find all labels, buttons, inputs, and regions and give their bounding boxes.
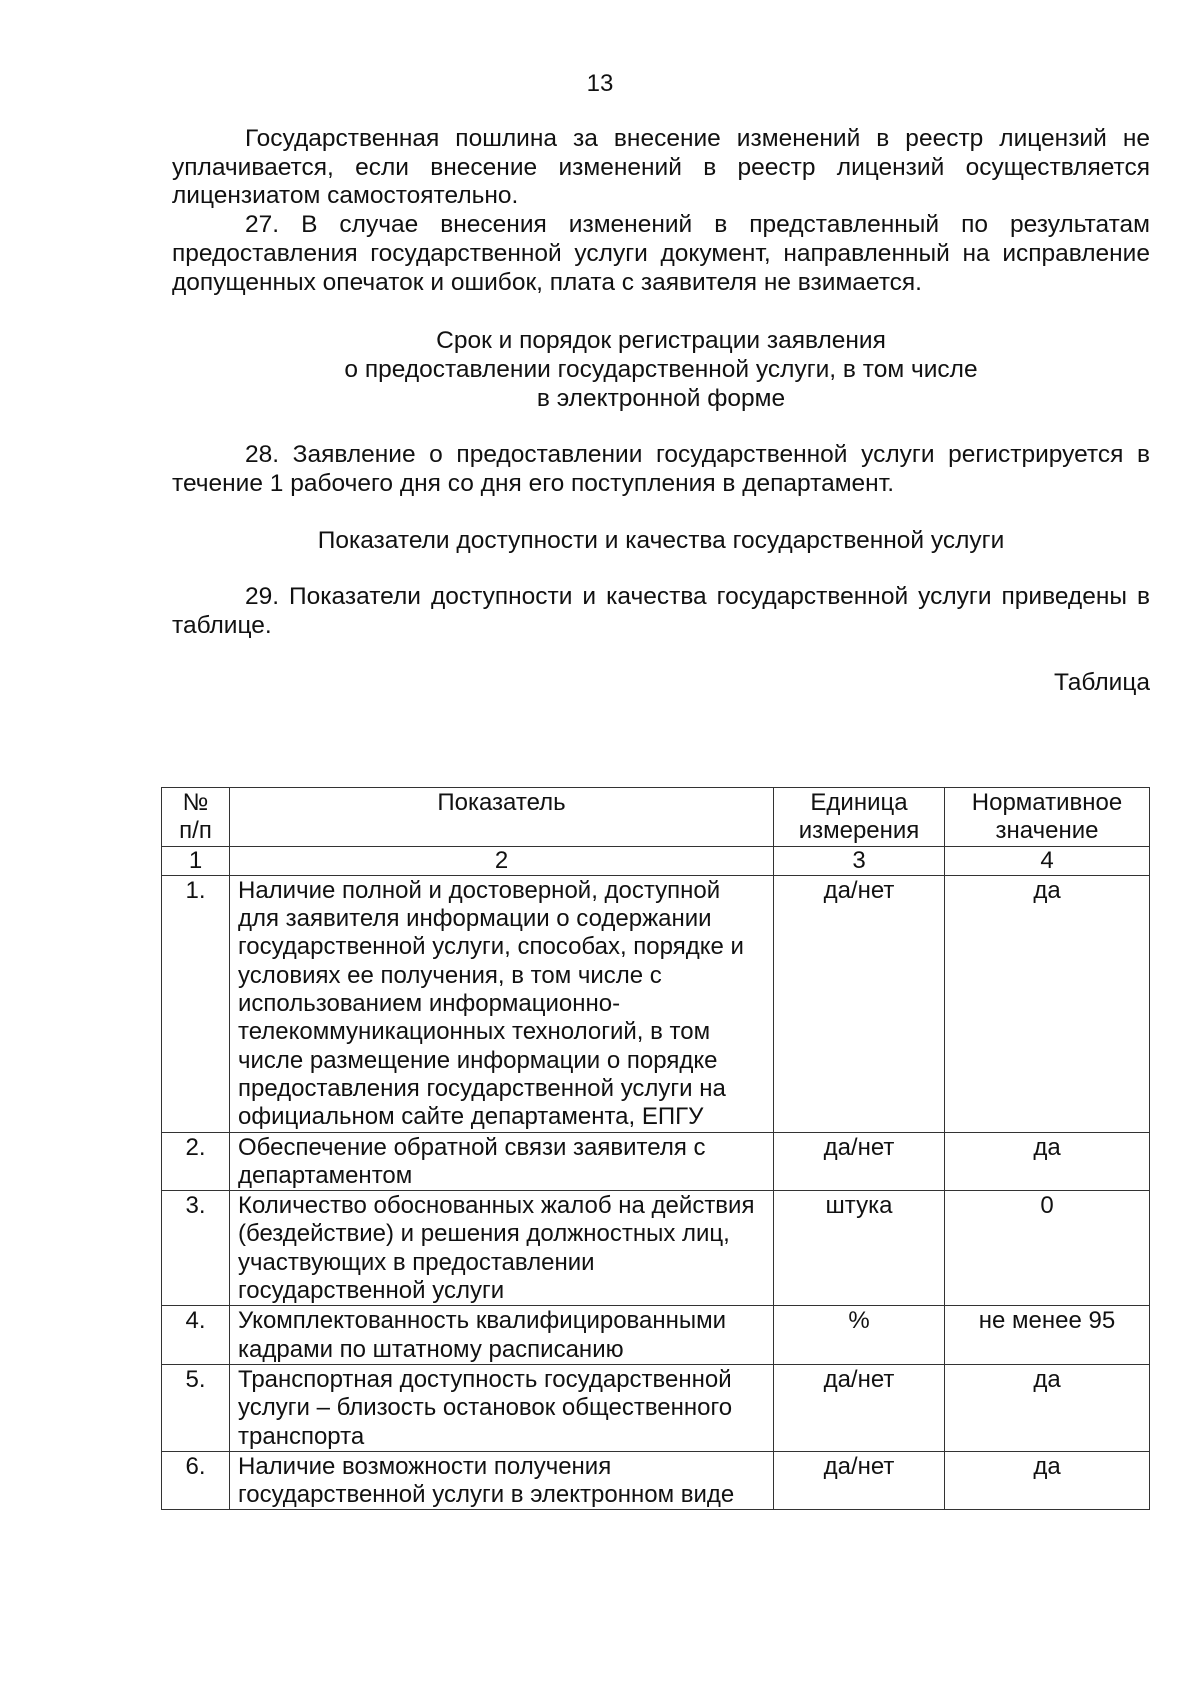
row-unit: да/нет bbox=[774, 1451, 945, 1510]
heading-line: о предоставлении государственной услуги, в том числе bbox=[344, 355, 978, 383]
row-indicator: Обеспечение обратной связи заявителя с департаментом bbox=[230, 1132, 774, 1191]
table-caption: Таблица bbox=[1053, 668, 1150, 696]
section-heading-registration bbox=[172, 327, 1150, 413]
row-indicator: Транспортная доступность государственной услуги – близость остановок общественного транспорта bbox=[230, 1364, 774, 1451]
page-number: 13 bbox=[586, 70, 614, 97]
row-unit: да/нет bbox=[774, 1132, 945, 1191]
document-body bbox=[172, 125, 1150, 698]
column-index: 1 bbox=[162, 846, 230, 875]
row-value: 0 bbox=[945, 1191, 1150, 1306]
row-value: да bbox=[945, 1451, 1150, 1510]
header-norm-value: Нормативное значение bbox=[945, 788, 1150, 847]
header-indicator: Показатель bbox=[230, 788, 774, 847]
header-unit: Единица измерения bbox=[774, 788, 945, 847]
row-number: 6. bbox=[162, 1451, 230, 1510]
row-number: 2. bbox=[162, 1132, 230, 1191]
table-row bbox=[162, 1132, 1150, 1191]
row-unit: да/нет bbox=[774, 875, 945, 1132]
row-value: да bbox=[945, 875, 1150, 1132]
row-unit: % bbox=[774, 1306, 945, 1365]
paragraph-27: 27. В случае внесения изменений в представленный по результатам предоставления государственной услуги документ, направленный на исправление допущенных опечаток и ошибок, плата с заявителя не взимается. bbox=[172, 211, 1150, 296]
table-row bbox=[162, 1306, 1150, 1365]
table-header-row bbox=[162, 788, 1150, 847]
row-number: 3. bbox=[162, 1191, 230, 1306]
header-number: № п/п bbox=[162, 788, 230, 847]
indicators-table bbox=[161, 787, 1150, 1510]
paragraph-29: 29. Показатели доступности и качества государственной услуги приведены в таблице. bbox=[172, 583, 1150, 640]
row-indicator: Наличие возможности получения государственной услуги в электронном виде bbox=[230, 1451, 774, 1510]
table-row bbox=[162, 1364, 1150, 1451]
section-heading-indicators: Показатели доступности и качества государственной услуги bbox=[317, 526, 1005, 554]
paragraph-28: 28. Заявление о предоставлении государственной услуги регистрируется в течение 1 рабочего дня со дня его поступления в департамент. bbox=[172, 441, 1150, 498]
table-row bbox=[162, 875, 1150, 1132]
row-number: 4. bbox=[162, 1306, 230, 1365]
column-index: 3 bbox=[774, 846, 945, 875]
row-value: да bbox=[945, 1132, 1150, 1191]
row-indicator: Наличие полной и достоверной, доступной для заявителя информации о содержании государственной услуги, способах, порядке и условиях ее получения, в том числе с использованием информационно-телекоммуникационных технологий, в том числе размещение информации о порядке предоставления государственной услуги на официальном сайте департамента, ЕПГУ bbox=[230, 875, 774, 1132]
row-number: 5. bbox=[162, 1364, 230, 1451]
row-value: да bbox=[945, 1364, 1150, 1451]
heading-line: Срок и порядок регистрации заявления bbox=[436, 327, 886, 355]
column-index: 2 bbox=[230, 846, 774, 875]
row-unit: да/нет bbox=[774, 1364, 945, 1451]
row-indicator: Количество обоснованных жалоб на действия (бездействие) и решения должностных лиц, участвующих в предоставлении государственной услуги bbox=[230, 1191, 774, 1306]
row-value: не менее 95 bbox=[945, 1306, 1150, 1365]
row-indicator: Укомплектованность квалифицированными кадрами по штатному расписанию bbox=[230, 1306, 774, 1365]
row-number: 1. bbox=[162, 875, 230, 1132]
table-row bbox=[162, 1191, 1150, 1306]
column-index: 4 bbox=[945, 846, 1150, 875]
paragraph-fee: Государственная пошлина за внесение изменений в реестр лицензий не уплачивается, если внесение изменений в реестр лицензий осуществляется лицензиатом самостоятельно. bbox=[172, 125, 1150, 210]
table-row bbox=[162, 1451, 1150, 1510]
row-unit: штука bbox=[774, 1191, 945, 1306]
heading-line: в электронной форме bbox=[536, 384, 786, 412]
column-index-row bbox=[162, 846, 1150, 875]
